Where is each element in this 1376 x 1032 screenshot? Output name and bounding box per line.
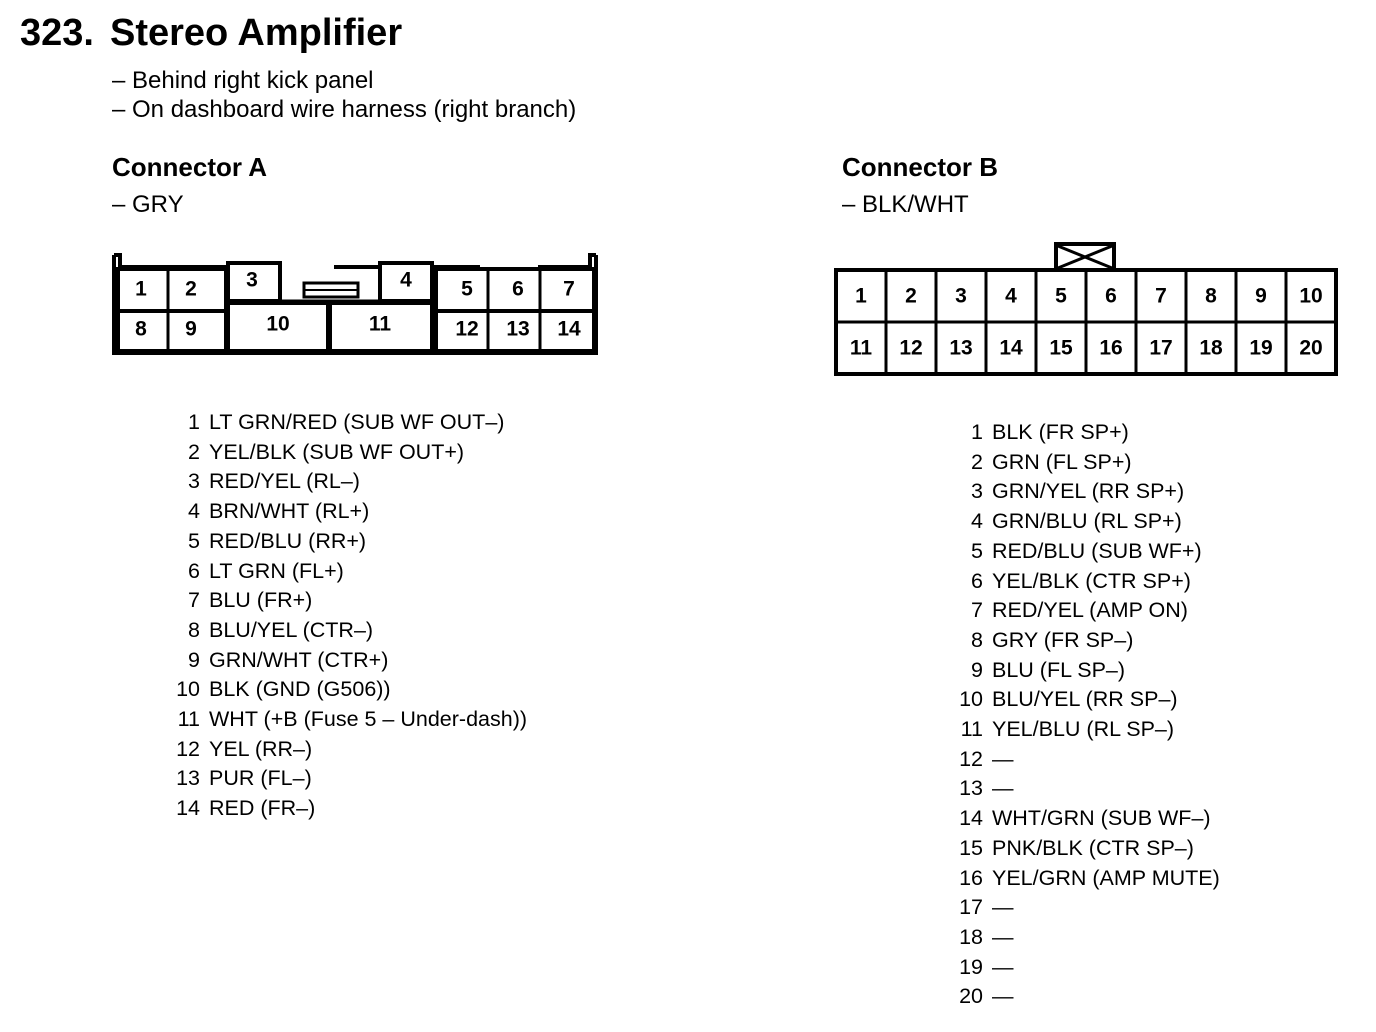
connector-b-cavity-label: 9 bbox=[1255, 284, 1267, 308]
pin-wire: — bbox=[992, 776, 1014, 801]
connector-b-cavity-label: 20 bbox=[1299, 336, 1323, 360]
pin-row bbox=[955, 982, 1220, 1012]
connector-a-cavity-label: 4 bbox=[400, 268, 412, 292]
connector-a-cavity-label: 1 bbox=[135, 277, 147, 301]
pin-number: 6 bbox=[971, 568, 983, 593]
connector-b-cavity-label: 1 bbox=[855, 284, 867, 308]
pin-wire: GRY (FR SP–) bbox=[992, 627, 1134, 652]
pin-wire: — bbox=[992, 895, 1014, 920]
pin-number: 4 bbox=[971, 509, 983, 534]
page-title bbox=[20, 12, 402, 55]
connector-a-cavity-label: 10 bbox=[266, 312, 290, 336]
pin-wire: — bbox=[992, 954, 1014, 979]
pin-row bbox=[172, 467, 527, 497]
pin-number: 20 bbox=[959, 984, 983, 1009]
location-note: – On dashboard wire harness (right branch) bbox=[112, 96, 577, 123]
connector-b-cavity-label: 14 bbox=[999, 336, 1023, 360]
connector-b-cavity-label: 10 bbox=[1299, 284, 1323, 308]
pin-number: 8 bbox=[971, 627, 983, 652]
pin-row bbox=[955, 864, 1220, 894]
pin-number: 1 bbox=[971, 420, 983, 444]
pin-wire: RED/BLU (RR+) bbox=[209, 528, 367, 553]
pin-wire: YEL (RR–) bbox=[209, 736, 313, 761]
pin-number: 5 bbox=[971, 538, 983, 563]
pin-wire: BLK (GND (G506)) bbox=[209, 677, 391, 702]
pin-row bbox=[172, 675, 527, 705]
pin-number: 12 bbox=[959, 746, 983, 771]
pin-number: 13 bbox=[176, 766, 200, 791]
pin-row bbox=[955, 804, 1220, 834]
pin-wire: RED/YEL (AMP ON) bbox=[992, 598, 1188, 623]
pin-number: 17 bbox=[959, 895, 983, 920]
connector-b-cavity-label: 12 bbox=[899, 336, 923, 360]
pin-wire: LT GRN (FL+) bbox=[209, 558, 344, 583]
pin-row bbox=[172, 527, 527, 557]
connector-a-cavity-label: 13 bbox=[506, 317, 530, 341]
pin-number: 9 bbox=[971, 657, 983, 682]
pin-wire: GRN (FL SP+) bbox=[992, 449, 1132, 474]
connector-b-cavity-label: 6 bbox=[1105, 284, 1117, 308]
pin-number: 9 bbox=[188, 647, 200, 672]
pin-wire: RED/BLU (SUB WF+) bbox=[992, 538, 1202, 563]
pin-row bbox=[172, 735, 527, 765]
pin-row bbox=[955, 834, 1220, 864]
pin-wire: BLU (FR+) bbox=[209, 588, 313, 613]
pin-wire: BLU/YEL (CTR–) bbox=[209, 617, 374, 642]
pin-row bbox=[172, 408, 527, 438]
pin-wire: YEL/GRN (AMP MUTE) bbox=[992, 865, 1220, 890]
pin-row bbox=[172, 438, 527, 468]
connector-b-cavity-label: 8 bbox=[1205, 284, 1217, 308]
connector-a-color: – GRY bbox=[112, 191, 184, 218]
connector-b-cavity-label: 2 bbox=[905, 284, 917, 308]
pin-number: 2 bbox=[971, 449, 983, 474]
connector-a-cavity-label: 9 bbox=[185, 317, 197, 341]
pin-number: 14 bbox=[959, 806, 983, 831]
connector-b-cavity-label: 13 bbox=[949, 336, 973, 360]
pin-wire: BLU/YEL (RR SP–) bbox=[992, 687, 1178, 712]
connector-a-heading: Connector A bbox=[112, 152, 268, 182]
connector-b-cavity-label: 11 bbox=[849, 336, 873, 360]
pin-wire: WHT (+B (Fuse 5 – Under-dash)) bbox=[209, 707, 528, 732]
pin-number: 8 bbox=[188, 617, 200, 642]
pin-wire: WHT/GRN (SUB WF–) bbox=[992, 806, 1211, 831]
pin-number: 7 bbox=[971, 598, 983, 623]
connector-b-heading: Connector B bbox=[842, 152, 998, 182]
pin-wire: RED (FR–) bbox=[209, 796, 316, 821]
pin-row bbox=[955, 745, 1220, 775]
pin-wire: PUR (FL–) bbox=[209, 766, 312, 791]
pin-wire: — bbox=[992, 984, 1014, 1009]
pin-wire: BRN/WHT (RL+) bbox=[209, 499, 370, 524]
connector-a-diagram bbox=[100, 245, 610, 365]
pin-row bbox=[172, 586, 527, 616]
pin-number: 5 bbox=[188, 528, 200, 553]
connector-a-cavity-label: 5 bbox=[461, 277, 473, 301]
connector-b-cavity-label: 15 bbox=[1049, 336, 1073, 360]
pin-row bbox=[172, 557, 527, 587]
pin-row bbox=[955, 537, 1220, 567]
connector-a-pinout bbox=[172, 408, 527, 824]
connector-b-cavity-label: 7 bbox=[1155, 284, 1167, 308]
pin-row bbox=[172, 705, 527, 735]
pin-wire: LT GRN/RED (SUB WF OUT–) bbox=[209, 410, 505, 434]
component-number: 323. bbox=[20, 12, 94, 54]
pin-row bbox=[955, 507, 1220, 537]
pin-row bbox=[955, 893, 1220, 923]
pin-wire: YEL/BLK (CTR SP+) bbox=[992, 568, 1191, 593]
pin-wire: — bbox=[992, 924, 1014, 949]
connector-b-cavity-label: 5 bbox=[1055, 284, 1067, 308]
pin-number: 3 bbox=[971, 479, 983, 504]
connector-b-cavity-label: 4 bbox=[1005, 284, 1017, 308]
connector-b-pinout bbox=[955, 418, 1220, 1012]
pin-wire: PNK/BLK (CTR SP–) bbox=[992, 835, 1194, 860]
pin-number: 16 bbox=[959, 865, 983, 890]
connector-a-cavity-label: 8 bbox=[135, 317, 147, 341]
connector-a-cavity-label: 3 bbox=[246, 268, 258, 292]
pin-number: 7 bbox=[188, 588, 200, 613]
connector-b-cavity-label: 18 bbox=[1199, 336, 1223, 360]
pin-row bbox=[955, 567, 1220, 597]
connector-b-cavity-label: 19 bbox=[1249, 336, 1273, 360]
pin-wire: GRN/YEL (RR SP+) bbox=[992, 479, 1185, 504]
connector-a-cavity-label: 6 bbox=[512, 277, 524, 301]
pin-number: 11 bbox=[177, 707, 200, 732]
pin-number: 10 bbox=[176, 677, 200, 702]
pin-wire: RED/YEL (RL–) bbox=[209, 469, 360, 494]
pin-row bbox=[172, 764, 527, 794]
pin-row bbox=[172, 646, 527, 676]
connector-b-cavity-label: 3 bbox=[955, 284, 967, 308]
pin-wire: YEL/BLK (SUB WF OUT+) bbox=[209, 439, 465, 464]
pin-row bbox=[955, 774, 1220, 804]
pin-row bbox=[955, 656, 1220, 686]
connector-a-cavity-label: 7 bbox=[563, 277, 575, 301]
location-note: – Behind right kick panel bbox=[112, 67, 374, 94]
pin-row bbox=[172, 497, 527, 527]
pin-number: 15 bbox=[959, 835, 983, 860]
pin-row bbox=[955, 715, 1220, 745]
pin-row bbox=[172, 616, 527, 646]
pin-number: 1 bbox=[188, 410, 200, 434]
pin-number: 11 bbox=[960, 717, 983, 742]
connector-a-cavity-label: 14 bbox=[557, 317, 581, 341]
component-name: Stereo Amplifier bbox=[110, 12, 403, 54]
pin-row bbox=[172, 794, 527, 824]
pin-number: 18 bbox=[959, 924, 983, 949]
pin-row bbox=[955, 685, 1220, 715]
connector-b-color: – BLK/WHT bbox=[842, 191, 969, 218]
pin-row bbox=[955, 596, 1220, 626]
pin-number: 2 bbox=[188, 439, 200, 464]
pin-wire: GRN/WHT (CTR+) bbox=[209, 647, 389, 672]
pin-number: 4 bbox=[188, 499, 200, 524]
pin-row bbox=[955, 626, 1220, 656]
pin-row bbox=[955, 953, 1220, 983]
pin-number: 13 bbox=[959, 776, 983, 801]
pin-row bbox=[955, 477, 1220, 507]
connector-b-cavity-label: 16 bbox=[1099, 336, 1123, 360]
connector-a-cavity-label: 2 bbox=[185, 277, 197, 301]
pin-number: 10 bbox=[959, 687, 983, 712]
pin-number: 12 bbox=[176, 736, 200, 761]
pin-number: 14 bbox=[176, 796, 200, 821]
pin-wire: BLK (FR SP+) bbox=[992, 420, 1129, 444]
pin-wire: — bbox=[992, 746, 1014, 771]
connector-a-cavity-label: 12 bbox=[455, 317, 479, 341]
pin-row bbox=[955, 418, 1220, 448]
pin-number: 3 bbox=[188, 469, 200, 494]
pin-number: 6 bbox=[188, 558, 200, 583]
pin-wire: GRN/BLU (RL SP+) bbox=[992, 509, 1182, 534]
pin-wire: YEL/BLU (RL SP–) bbox=[992, 717, 1175, 742]
connector-a-cavity-label: 11 bbox=[368, 312, 392, 336]
pin-row bbox=[955, 448, 1220, 478]
connector-b-cavity-label: 17 bbox=[1149, 336, 1173, 360]
pin-row bbox=[955, 923, 1220, 953]
pin-wire: BLU (FL SP–) bbox=[992, 657, 1126, 682]
location-notes bbox=[112, 66, 576, 124]
pin-number: 19 bbox=[959, 954, 983, 979]
connector-b-diagram bbox=[830, 238, 1346, 383]
